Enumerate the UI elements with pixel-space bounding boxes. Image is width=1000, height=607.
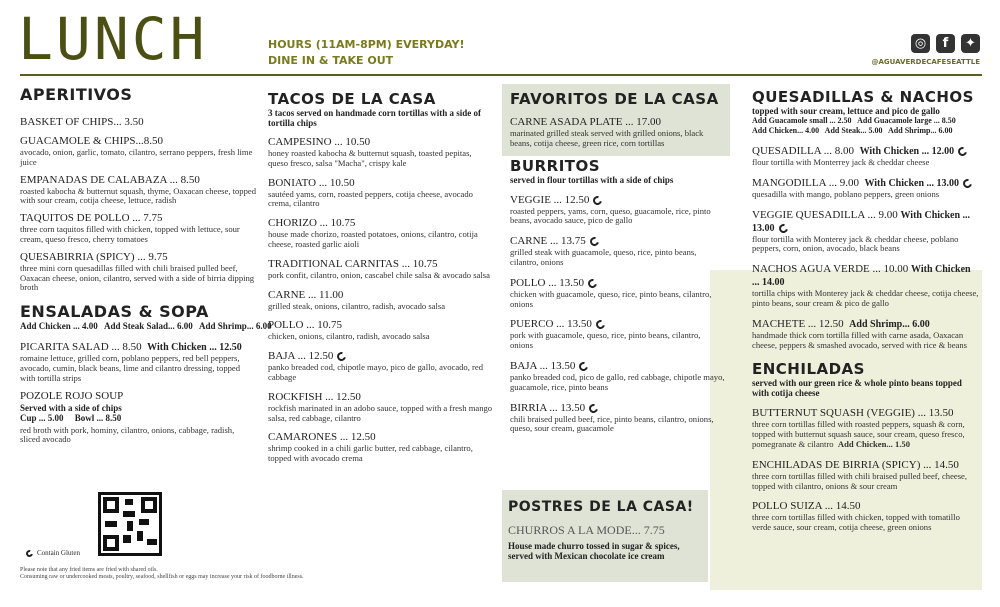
menu-item: TRADITIONAL CARNITAS ... 10.75 pork confit, cilantro, onion, cascabel chile salsa & avocado salsa [268,257,490,280]
postres-item-desc: House made churro tossed in sugar & spices, served with Mexican chocolate ice cream [508,541,680,561]
menu-item: CAMPESINO ... 10.50 honey roasted kabocha & butternut squash, toasted pepitas, queso fresco, salsa "Macha", crispy kale [268,136,472,168]
menu-item: CARNE ASADA PLATE ... 17.00 marinated grilled steak served with grilled onions, black beans, cotija cheese, green rice, corn tortillas [510,116,704,148]
item-desc: romaine lettuce, grilled corn, poblano peppers, red bell peppers, avocado, cumin, black beans, lime and cilantro dressing, topped with tortilla strips [20,353,241,383]
item-name: TAQUITOS DE POLLO ... 7.75 [20,212,163,225]
header-divider [20,74,982,76]
menu-item: BAJA ... 13.50 panko breaded cod, pico de gallo, red cabbage, chipotle mayo, guacamole, rice, pinto beans [510,359,725,392]
enchiladas-sub: served with our green rice & whole pinto beans topped with cotija cheese [752,378,962,399]
gluten-icon [961,177,973,189]
gluten-legend: Contain Gluten [26,549,80,557]
item-desc: avocado, onion, garlic, tomato, cilantro, serrano peppers, fresh lime juice [20,147,253,167]
column-2 [268,90,493,464]
menu-item [20,116,256,129]
menu-item: POLLO ... 10.75 chicken, onions, cilantro, radish, avocado salsa [268,319,430,342]
enchiladas-heading: ENCHILADAS [752,360,865,379]
facebook-icon[interactable]: f [936,34,955,53]
hours-text: HOURS (11AM-8PM) EVERYDAY! [268,38,465,51]
menu-item: BIRRIA ... 13.50 chili braised pulled beef, rice, pinto beans, cilantro, onions, queso, sour cream, guacamole [510,401,714,434]
aperitivos-heading: APERITIVOS [20,85,133,104]
burritos-heading: BURRITOS [510,156,601,175]
menu-item: ROCKFISH ... 12.50 rockfish marinated in an adobo sauce, topped with a fresh mango salsa, red cabbage, cilantro [268,390,493,423]
menu-item: CHORIZO ... 10.75 house made chorizo, roasted potatoes, onions, cilantro, cotija cheese, roasted garlic aioli [268,217,478,249]
item-desc: three corn taquitos filled with chicken, topped with lettuce, sour cream, queso fresco, cherry tomatoes [20,224,240,244]
item-desc: red broth with pork, hominy, cilantro, onions, cabbage, radish, sliced avocado [20,424,235,445]
postres-section [508,498,704,561]
qr-code[interactable] [98,492,162,556]
item-desc: three mini corn quesadillas filled with chili braised pulled beef, Oaxacan cheese, onion, cilantro, served with a side of birria dipping broth [20,262,255,293]
menu-item: POLLO SUIZA ... 14.50 three corn tortillas filled with chicken, topped with tomatillo verde sauce, sour cream, cotija cheese, green onions [752,500,960,533]
item-sub: Served with a side of chips [20,402,122,413]
column-3 [510,90,725,434]
gluten-icon [777,222,789,234]
instagram-icon[interactable]: ◎ [911,34,930,53]
item-name: EMPANADAS DE CALABAZA ... 8.50 [20,173,200,186]
menu-item: NACHOS AGUA VERDE ... 10.00 With Chicken ... 14.00 tortilla chips with Monterey jack & cheddar cheese, cotija cheese, pinto beans, sour cream & pico de gallo [752,263,979,308]
quesadillas-guac: Add Guacamole small ... 2.50 Add Guacamole large ... 8.50 [752,116,956,125]
gluten-icon [578,360,590,372]
twitter-icon[interactable]: ✦ [961,34,980,53]
burritos-sub: served in flour tortillas with a side of chips [510,174,674,185]
gluten-icon [594,319,606,331]
menu-item [20,341,256,383]
menu-item: BONIATO ... 10.50 sautéed yams, corn, roasted peppers, cotija cheese, avocado crema, cilantro [268,176,473,209]
postres-item-name: CHURROS A LA MODE... 7.75 [508,523,665,537]
quesadillas-heading: QUESADILLAS & NACHOS [752,88,974,106]
page-title: LUNCH [18,5,208,73]
item-desc: roasted kabocha & butternut squash, thyme, Oaxacan cheese, topped with sour cream, cotija cheese, lettuce, radish [20,185,257,206]
gluten-icon [592,194,604,206]
item-name: POZOLE ROJO SOUP [20,389,124,402]
menu-item: QUESADILLA ... 8.00 With Chicken ... 12.00 flour tortilla with Monterrey jack & cheddar cheese [752,145,980,168]
menu-item: BAJA ... 12.50 panko breaded cod, chipotle mayo, pico de gallo, avocado, red cabbage [268,350,484,382]
item-extra: Add Chicken... 1.50 [837,438,911,449]
footnote: Please note that any fried items are fried with shared oils. Consuming raw or undercooked meats, poultry, seafood, shellfish or eggs may increase your risk of foodborne illness. [20,567,304,580]
menu-item: VEGGIE ... 12.50 roasted peppers, yams, corn, queso, guacamole, rice, pinto beans, avocado sauce, pico de gallo [510,193,711,226]
column-1 [20,85,272,445]
menu-item: POLLO ... 13.50 chicken with guacamole, queso, rice, pinto beans, cilantro, onions [510,276,712,309]
menu-item [20,251,256,293]
item-extra: With Chicken ... 12.50 [147,342,242,354]
favoritos-heading: FAVORITOS DE LA CASA [510,90,719,108]
column-4 [752,88,980,533]
menu-item: ENCHILADAS DE BIRRIA (SPICY) ... 14.50 three corn tortillas filled with chili braised pulled beef, cheese, topped with cilantro, onions & sour cream [752,458,968,491]
gluten-icon [588,402,600,414]
gluten-icon [25,549,35,559]
gluten-icon [336,350,348,362]
gluten-icon [588,236,600,248]
menu-item [20,174,256,207]
tacos-sub: 3 tacos served on handmade corn tortillas with a side of tortilla chips [268,108,481,128]
menu-item: CARNE ... 11.00 grilled steak, onions, cilantro, radish, avocado salsa [268,288,446,311]
quesadillas-sub: topped with sour cream, lettuce and pico de gallo [752,106,940,116]
item-sizes: Cup ... 5.00 Bowl ... 8.50 [20,412,122,423]
menu-item [20,390,256,446]
menu-item: MACHETE ... 12.50 Add Shrimp... 6.00 handmade thick corn tortilla filled with carne asada, Oaxacan cheese, peppers & smashed avocado, served with rice & beans [752,317,968,350]
menu-item [20,135,256,168]
menu-item [20,212,256,245]
postres-heading: POSTRES DE LA CASA! [508,499,694,515]
ensaladas-heading: ENSALADAS & SOPA [20,302,209,322]
menu-item: MANGODILLA ... 9.00 With Chicken ... 13.00 quesadilla with mango, poblano peppers, green onions [752,177,980,200]
ensaladas-addons: Add Chicken ... 4.00 Add Steak Salad... 6.00 Add Shrimp... 6.00 [20,321,272,332]
hours-block [268,37,465,69]
tacos-heading: TACOS DE LA CASA [268,90,436,108]
menu-item: CARNE ... 13.75 grilled steak with guacamole, queso, rice, pinto beans, cilantro, onions [510,235,697,267]
item-name: QUESABIRRIA (SPICY) ... 9.75 [20,250,168,263]
gluten-icon [586,277,598,289]
menu-item: BUTTERNUT SQUASH (VEGGIE) ... 13.50 three corn tortillas filled with roasted peppers, squash & corn, topped with butternut squash sauce, sour cream, queso fresco, pomegranate & cilantro Add Chicken... 1.50 [752,407,965,449]
dine-text: DINE IN & TAKE OUT [268,54,394,67]
quesadillas-addons: Add Chicken... 4.00 Add Steak... 5.00 Add Shrimp... 6.00 [752,126,953,135]
item-name: BASKET OF CHIPS... 3.50 [20,116,144,128]
gluten-icon [956,145,968,157]
menu-item: VEGGIE QUESADILLA ... 9.00 With Chicken ... 13.00 flour tortilla with Monterey jack & cheddar cheese, poblano peppers, corn, onion, avocado, black beans [752,208,971,254]
social-icons [911,34,980,53]
menu-item: CAMARONES ... 12.50 shrimp cooked in a chili garlic butter, red cabbage, cilantro, topped with avocado crema [268,431,473,464]
menu-item: PUERCO ... 13.50 pork with guacamole, queso, rice, pinto beans, cilantro, onions [510,318,701,351]
social-handle: @AGUAVERDECAFESEATTLE [871,58,980,66]
item-name: GUACAMOLE & CHIPS...8.50 [20,135,164,147]
item-name: PICARITA SALAD ... 8.50 With Chicken ... 12.50 [20,341,242,354]
